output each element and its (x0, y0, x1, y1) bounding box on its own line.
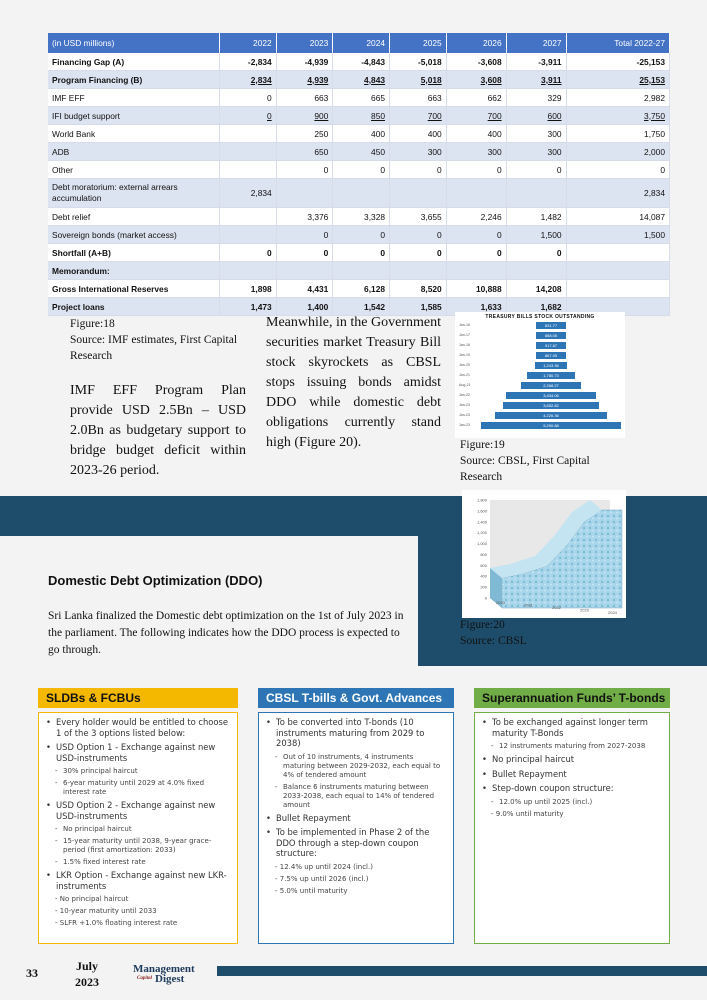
table-cell: 662 (446, 89, 506, 107)
cell-value: 3,750 (644, 110, 665, 121)
sub-bullet-item: - No principal haircut (45, 825, 231, 834)
table-cell (446, 262, 506, 280)
table-cell (276, 179, 333, 208)
table-row (48, 125, 670, 143)
table-cell: 650 (276, 143, 333, 161)
table-cell: 0 (276, 161, 333, 179)
management-digest-logo (133, 964, 195, 984)
table-cell (506, 71, 566, 89)
x-tick-label: 2023 (580, 607, 589, 613)
table-cell: 10,888 (446, 280, 506, 298)
bullet-item: • To be implemented in Phase 2 of the DDO through a step-down coupon structure: (265, 827, 447, 859)
table-row (48, 89, 670, 107)
table-cell (390, 179, 447, 208)
bullet-item: • To be converted into T-bonds (10 instruments maturing from 2029 to 2038) (265, 717, 447, 749)
row-label: Project loans (48, 298, 220, 316)
bullet-item: • USD Option 1 - Exchange against new USD-instruments (45, 742, 231, 763)
y-tick-label: 1,200 (476, 530, 487, 536)
table-cell: 665 (333, 89, 390, 107)
figure20-source: Source: CBSL (460, 635, 527, 647)
sub-bullet-item: - 10-year maturity until 2033 (55, 907, 157, 915)
y-tick-label: 1,600 (476, 508, 487, 514)
cell-value: 4,843 (364, 74, 386, 85)
row-label: IFI budget support (48, 107, 220, 125)
pyramid-row-label: Jan-16 (459, 323, 470, 327)
table-cell: 3,328 (333, 208, 390, 226)
bullet-item: • Bullet Repayment (265, 813, 447, 824)
sub-bullet-item: - 6-year maturity until 2029 at 4.0% fixed interest rate (45, 779, 231, 797)
x-tick-label: 2020 (496, 600, 505, 605)
table-cell: -2,834 (220, 53, 277, 71)
table-cell (220, 226, 277, 244)
table-row (48, 53, 670, 71)
table-cell (276, 262, 333, 280)
row-label: ADB (48, 143, 220, 161)
row-label: Program Financing (B) (48, 71, 220, 89)
bullet-item: • LKR Option - Exchange against new LKR-instruments (45, 870, 231, 891)
table-cell: 1,482 (506, 208, 566, 226)
pyramid-bar: 3,434.06 (506, 392, 597, 399)
table-cell (446, 107, 506, 125)
bullet-item: • USD Option 2 - Exchange against new USD-instruments (45, 800, 231, 821)
cell-value: 25,153 (639, 74, 665, 85)
table-cell: 0 (390, 226, 447, 244)
pyramid-row-label: Jan-20 (459, 363, 470, 367)
pyramid-row-label: Aug-21 (459, 383, 471, 387)
pyramid-row-label: Jan-23 (459, 403, 470, 407)
table-cell: 300 (390, 143, 447, 161)
table-cell (390, 71, 447, 89)
ddo-heading: Domestic Debt Optimization (DDO) (48, 573, 263, 588)
table-header-year: 2027 (506, 33, 566, 53)
bullet-item: • To be exchanged against longer term maturity T-Bonds (481, 717, 663, 738)
table-cell (566, 244, 669, 262)
table-cell (506, 107, 566, 125)
table-cell: 0 (446, 161, 506, 179)
y-tick-label: 1,400 (476, 519, 487, 525)
sub-bullet-item: - 12.4% up until 2024 (incl.) (275, 862, 373, 871)
logo-top: Management (133, 963, 195, 975)
figure18-source: Source: IMF estimates, First Capital Research (70, 334, 238, 362)
column-box (474, 712, 670, 944)
column-header: CBSL T-bills & Govt. Advances (258, 688, 454, 708)
column-header: Superannuation Funds’ T-bonds (474, 688, 670, 708)
figure19-label: Figure:19 (460, 439, 505, 451)
x-tick-label: 2024 (608, 610, 617, 615)
table-cell (220, 125, 277, 143)
table-cell: -4,939 (276, 53, 333, 71)
table-cell: 329 (506, 89, 566, 107)
figure19-caption (460, 437, 620, 485)
table-cell: 0 (276, 244, 333, 262)
sub-bullet-item: - 1.5% fixed interest rate (45, 858, 231, 867)
issue-date (70, 958, 104, 990)
table-cell (276, 107, 333, 125)
table-cell (333, 107, 390, 125)
row-label: World Bank (48, 125, 220, 143)
figure20-caption (460, 617, 620, 649)
sub-bullet-item: - 15-year maturity until 2038, 9-year grace-period (first amortization: 2033) (45, 837, 231, 855)
table-cell: 0 (333, 161, 390, 179)
table-cell: 1,682 (506, 298, 566, 316)
table-cell: -4,843 (333, 53, 390, 71)
domestic-debt-chart (462, 490, 626, 618)
table-cell (220, 143, 277, 161)
pyramid-bar: 5,290.88 (481, 422, 621, 429)
cell-value: 700 (487, 110, 502, 121)
pyramid-bar: 3,652.82 (503, 402, 600, 409)
table-cell: 1,400 (276, 298, 333, 316)
table-cell: 14,208 (506, 280, 566, 298)
pyramid-row-label: Jan-23 (459, 423, 470, 427)
table-cell (220, 71, 277, 89)
pyramid-bar: 1,780.73 (527, 372, 574, 379)
cell-value: 3,911 (541, 74, 562, 85)
cell-value: 5,018 (420, 74, 442, 85)
y-tick-label: 600 (480, 562, 487, 568)
table-cell: -5,018 (390, 53, 447, 71)
y-tick-label: 200 (480, 584, 487, 590)
y-tick-label: 1,000 (476, 541, 487, 547)
table-cell: 400 (390, 125, 447, 143)
table-cell: 0 (446, 244, 506, 262)
table-cell: 450 (333, 143, 390, 161)
table-cell: 1,500 (506, 226, 566, 244)
table-cell: 0 (446, 226, 506, 244)
imf-paragraph: IMF EFF Program Plan provide USD 2.5Bn – USD 2.0Bn as budgetary support to bridge budget deficit within 2023-26 period. (70, 383, 246, 478)
cell-value: 4,939 (307, 74, 329, 85)
sub-bullet-item: - 12.0% up until 2025 (incl.) (481, 798, 663, 807)
table-cell: 2,834 (220, 179, 277, 208)
table-cell (566, 71, 669, 89)
table-cell (506, 179, 566, 208)
table-row (48, 280, 670, 298)
row-label: IMF EFF (48, 89, 220, 107)
decorative-band-left (0, 496, 430, 536)
chart-title: TREASURY BILLS STOCK OUTSTANDING (485, 314, 595, 320)
treasury-bills-chart (455, 312, 625, 438)
table-row (48, 208, 670, 226)
table-cell (446, 179, 506, 208)
sub-bullet-item: - 5.0% until maturity (275, 886, 348, 895)
table-cell: -3,911 (506, 53, 566, 71)
table-row (48, 179, 670, 208)
meanwhile-paragraph: Meanwhile, in the Government securities market Treasury Bill stock skyrockets as CBSL stops issuing bonds amidst DDO while domestic debt obligations currently stand high (Figure 20). (266, 315, 441, 450)
table-header-label: (in USD millions) (48, 33, 220, 53)
table-cell (333, 71, 390, 89)
table-cell: -3,608 (446, 53, 506, 71)
sub-bullet-item: - SLFR +1.0% floating interest rate (55, 919, 178, 927)
table-cell: 300 (506, 125, 566, 143)
sub-bullet-item: - 30% principal haircut (45, 767, 231, 776)
table-cell (220, 107, 277, 125)
pyramid-row-label: Jan-23 (459, 413, 470, 417)
table-row (48, 161, 670, 179)
table-cell: 1,585 (390, 298, 447, 316)
table-cell: -25,153 (566, 53, 669, 71)
table-header-year: 2024 (333, 33, 390, 53)
y-tick-label: 800 (480, 551, 487, 557)
y-tick-label: 400 (480, 573, 487, 579)
table-cell (333, 179, 390, 208)
table-cell: 0 (220, 244, 277, 262)
table-cell: 0 (220, 89, 277, 107)
sub-bullet-item: - 12 instruments maturing from 2027-2038 (481, 742, 663, 751)
table-cell (220, 161, 277, 179)
table-cell: 0 (276, 226, 333, 244)
y-tick-label: 1,800 (476, 497, 487, 503)
table-cell: 8,520 (390, 280, 447, 298)
table-row (48, 244, 670, 262)
table-cell: 663 (390, 89, 447, 107)
table-cell (333, 262, 390, 280)
ddo-body: Sri Lanka finalized the Domestic debt optimization on the 1st of July 2023 in the parliament. The following indicates how the DDO process is expected to go through. (48, 610, 404, 656)
table-cell: 400 (333, 125, 390, 143)
sub-bullet-item: - 9.0% until maturity (491, 809, 564, 818)
table-cell (566, 107, 669, 125)
pyramid-bar: 831.77 (536, 322, 566, 329)
table-cell: 0 (333, 226, 390, 244)
cell-value: 700 (427, 110, 442, 121)
table-row (48, 262, 670, 280)
table-cell: 1,500 (566, 226, 669, 244)
pyramid-bar: 4,226.36 (495, 412, 607, 419)
table-cell: 250 (276, 125, 333, 143)
pyramid-row-label: Jan-21 (459, 373, 470, 377)
domestic-debt-svg (462, 490, 626, 618)
table-cell: 400 (446, 125, 506, 143)
row-label: Financing Gap (A) (48, 53, 220, 71)
table-cell (390, 262, 447, 280)
bullet-item: • Step-down coupon structure: (481, 783, 663, 794)
cell-value: 0 (267, 110, 272, 121)
figure20-label: Figure:20 (460, 619, 505, 631)
table-cell: 3,376 (276, 208, 333, 226)
row-label: Sovereign bonds (market access) (48, 226, 220, 244)
pyramid-bar: 2,268.27 (521, 382, 581, 389)
table-cell: 300 (446, 143, 506, 161)
table-cell: 1,633 (446, 298, 506, 316)
table-cell: 14,087 (566, 208, 669, 226)
table-cell (220, 208, 277, 226)
table-cell: 300 (506, 143, 566, 161)
pyramid-row-label: Jan-19 (459, 353, 470, 357)
cell-value: 900 (314, 110, 329, 121)
table-row (48, 107, 670, 125)
table-cell: 6,128 (333, 280, 390, 298)
row-label: Other (48, 161, 220, 179)
column-box (38, 712, 238, 944)
cell-value: 600 (547, 110, 562, 121)
financing-table (48, 33, 670, 316)
sub-bullet-item: - Balance 6 instruments maturing between 2033-2038, each equal to 14% of tendered amount (265, 783, 447, 810)
table-cell (506, 262, 566, 280)
issue-year: 2023 (75, 975, 99, 989)
table-cell (390, 107, 447, 125)
bullet-item: • Bullet Repayment (481, 769, 663, 780)
table-cell: 1,542 (333, 298, 390, 316)
table-cell: 1,473 (220, 298, 277, 316)
bullet-item: • Every holder would be entitled to choose 1 of the 3 options listed below: (45, 717, 231, 738)
table-cell: 2,834 (566, 179, 669, 208)
row-label: Shortfall (A+B) (48, 244, 220, 262)
table-row (48, 143, 670, 161)
pyramid-row-label: Jan-17 (459, 333, 470, 337)
column-box (258, 712, 454, 944)
table-cell: 0 (390, 161, 447, 179)
table-cell: 663 (276, 89, 333, 107)
table-cell: 0 (506, 161, 566, 179)
table-cell (446, 71, 506, 89)
table-header-year: Total 2022-27 (566, 33, 669, 53)
row-label: Debt relief (48, 208, 220, 226)
page-number: 33 (26, 966, 38, 980)
row-label: Memorandum: (48, 262, 220, 280)
issue-month: July (75, 959, 98, 973)
table-cell: 0 (566, 161, 669, 179)
figure18-label: Figure:18 (70, 318, 115, 330)
table-cell (276, 71, 333, 89)
pyramid-bar: 1,243.36 (535, 362, 568, 369)
footer-bar (217, 966, 707, 976)
table-cell: 2,246 (446, 208, 506, 226)
logo-bottom: Digest (155, 973, 185, 985)
cell-value: 2,834 (250, 74, 272, 85)
cell-value: 850 (371, 110, 386, 121)
pyramid-bar: 917.87 (536, 342, 566, 349)
table-cell: 3,655 (390, 208, 447, 226)
table-cell (566, 280, 669, 298)
column-header: SLDBs & FCBUs (38, 688, 238, 708)
pyramid-bar: 867.05 (536, 352, 566, 359)
table-cell: 2,982 (566, 89, 669, 107)
table-cell: 0 (333, 244, 390, 262)
sub-bullet-item: - No principal haircut (55, 895, 129, 903)
pyramid-row-label: Jan-22 (459, 393, 470, 397)
table-cell: 1,898 (220, 280, 277, 298)
sub-bullet-item: - 7.5% up until 2026 (incl.) (275, 874, 369, 883)
row-label: Gross International Reserves (48, 280, 220, 298)
logo-small: Capital (137, 976, 153, 981)
row-label: Debt moratorium: external arrears accumulation (48, 179, 220, 208)
cell-value: 3,608 (480, 74, 502, 85)
table-cell (566, 262, 669, 280)
figure18-caption (70, 316, 250, 364)
pyramid-row-label: Jan-18 (459, 343, 470, 347)
table-header-year: 2026 (446, 33, 506, 53)
table-header-year: 2022 (220, 33, 277, 53)
figure19-source: Source: CBSL, First Capital Research (460, 455, 590, 483)
table-row (48, 226, 670, 244)
table-header-year: 2023 (276, 33, 333, 53)
table-header-year: 2025 (390, 33, 447, 53)
pyramid-bar: 888.05 (536, 332, 566, 339)
table-row (48, 71, 670, 89)
y-tick-label: 0 (484, 595, 487, 601)
table-cell: 0 (390, 244, 447, 262)
x-tick-label: 2022 (552, 605, 561, 610)
table-cell (220, 262, 277, 280)
table-cell: 0 (506, 244, 566, 262)
table-cell: 4,431 (276, 280, 333, 298)
table-cell: 2,000 (566, 143, 669, 161)
table-header-row (48, 33, 670, 53)
sub-bullet-item: - Out of 10 instruments, 4 instruments maturing between 2029-2032, each equal to 4% of tendered amount (265, 753, 447, 780)
x-tick-label: 2021 (524, 602, 533, 608)
table-cell: 1,750 (566, 125, 669, 143)
bullet-item: • No principal haircut (481, 754, 663, 765)
